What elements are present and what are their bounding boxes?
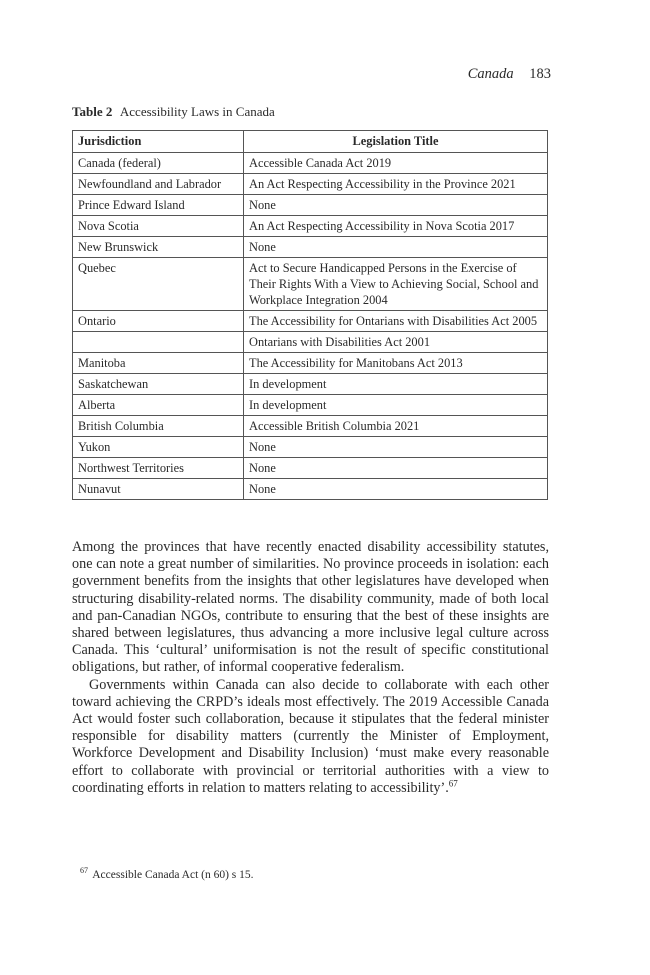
table-row: [73, 437, 548, 458]
accessibility-laws-table: [72, 130, 548, 500]
table-row: [73, 374, 548, 395]
table-row: [73, 258, 548, 311]
jurisdiction-cell: Saskatchewan: [73, 374, 244, 395]
body-text: [72, 539, 549, 797]
jurisdiction-cell: Northwest Territories: [73, 458, 244, 479]
column-header-legislation-title: Legislation Title: [244, 131, 548, 153]
legislation-title-cell: Act to Secure Handicapped Persons in the Exercise of Their Rights With a View to Achieving Social, School and Workplace Integration 2004: [244, 258, 548, 311]
table-body: [73, 153, 548, 500]
table-row: [73, 479, 548, 500]
footnote-text: Accessible Canada Act (n 60) s 15.: [92, 868, 254, 881]
legislation-title-cell: In development: [244, 395, 548, 416]
jurisdiction-cell: Quebec: [73, 258, 244, 311]
table-row: [73, 416, 548, 437]
jurisdiction-cell: Ontario: [73, 311, 244, 332]
legislation-title-cell: None: [244, 237, 548, 258]
table-row: [73, 195, 548, 216]
column-header-jurisdiction: Jurisdiction: [73, 131, 244, 153]
running-title: Canada: [467, 66, 514, 82]
jurisdiction-cell: [73, 332, 244, 353]
table-row: [73, 332, 548, 353]
paragraph-1: Among the provinces that have recently enacted disability accessibility statutes, one can note a great number of similarities. No province proceeds in isolation: each government benefits from the insights that other legislatures have developed when structuring disability-related norms. The disability community, made of both local and pan-Canadian NGOs, contribute to ensuring that the best of these insights are shared between legislatures, thus advancing a more inclusive legal culture across Canada. This ‘cultural’ uniformisation is not the result of specific constitutional obligations, but rather, of informal cooperative federalism.: [72, 539, 549, 676]
table-row: [73, 174, 548, 195]
table-header-row: [73, 131, 548, 153]
legislation-title-cell: In development: [244, 374, 548, 395]
table-row: [73, 216, 548, 237]
table-row: [73, 153, 548, 174]
table-caption-title: Accessibility Laws in Canada: [119, 104, 275, 119]
footnote: [80, 866, 254, 881]
paragraph-2-text: Governments within Canada can also decide to collaborate with each other toward achieving the CRPD’s ideals most effectively. The 2019 Accessible Canada Act would foster such collaboration, because it stipulates that the federal minister responsible for disability matters (currently the Minister of Employment, Workforce Development and Disability Inclusion) ‘must make every reasonable effort to collaborate with provincial or territorial authorities with a view to coordinating efforts in relation to matters relating to accessibility’.: [72, 676, 549, 796]
jurisdiction-cell: British Columbia: [73, 416, 244, 437]
footnote-reference[interactable]: 67: [448, 778, 458, 789]
jurisdiction-cell: Newfoundland and Labrador: [73, 174, 244, 195]
legislation-title-cell: Accessible British Columbia 2021: [244, 416, 548, 437]
legislation-title-cell: None: [244, 458, 548, 479]
table-caption-number: Table 2: [72, 104, 113, 119]
jurisdiction-cell: Yukon: [73, 437, 244, 458]
table-caption: [72, 104, 275, 120]
legislation-title-cell: None: [244, 479, 548, 500]
legislation-title-cell: An Act Respecting Accessibility in the Province 2021: [244, 174, 548, 195]
legislation-title-cell: The Accessibility for Ontarians with Disabilities Act 2005: [244, 311, 548, 332]
table-row: [73, 458, 548, 479]
jurisdiction-cell: Prince Edward Island: [73, 195, 244, 216]
legislation-title-cell: Ontarians with Disabilities Act 2001: [244, 332, 548, 353]
jurisdiction-cell: Nunavut: [73, 479, 244, 500]
jurisdiction-cell: Canada (federal): [73, 153, 244, 174]
table-row: [73, 353, 548, 374]
jurisdiction-cell: New Brunswick: [73, 237, 244, 258]
paragraph-2: [72, 677, 549, 797]
footnote-number: 67: [80, 866, 88, 875]
table-row: [73, 311, 548, 332]
running-header: [468, 66, 551, 83]
jurisdiction-cell: Nova Scotia: [73, 216, 244, 237]
jurisdiction-cell: Manitoba: [73, 353, 244, 374]
page-number: 183: [529, 66, 551, 82]
legislation-title-cell: The Accessibility for Manitobans Act 2013: [244, 353, 548, 374]
table-row: [73, 237, 548, 258]
legislation-title-cell: An Act Respecting Accessibility in Nova Scotia 2017: [244, 216, 548, 237]
jurisdiction-cell: Alberta: [73, 395, 244, 416]
legislation-title-cell: None: [244, 195, 548, 216]
legislation-title-cell: Accessible Canada Act 2019: [244, 153, 548, 174]
table-row: [73, 395, 548, 416]
legislation-title-cell: None: [244, 437, 548, 458]
